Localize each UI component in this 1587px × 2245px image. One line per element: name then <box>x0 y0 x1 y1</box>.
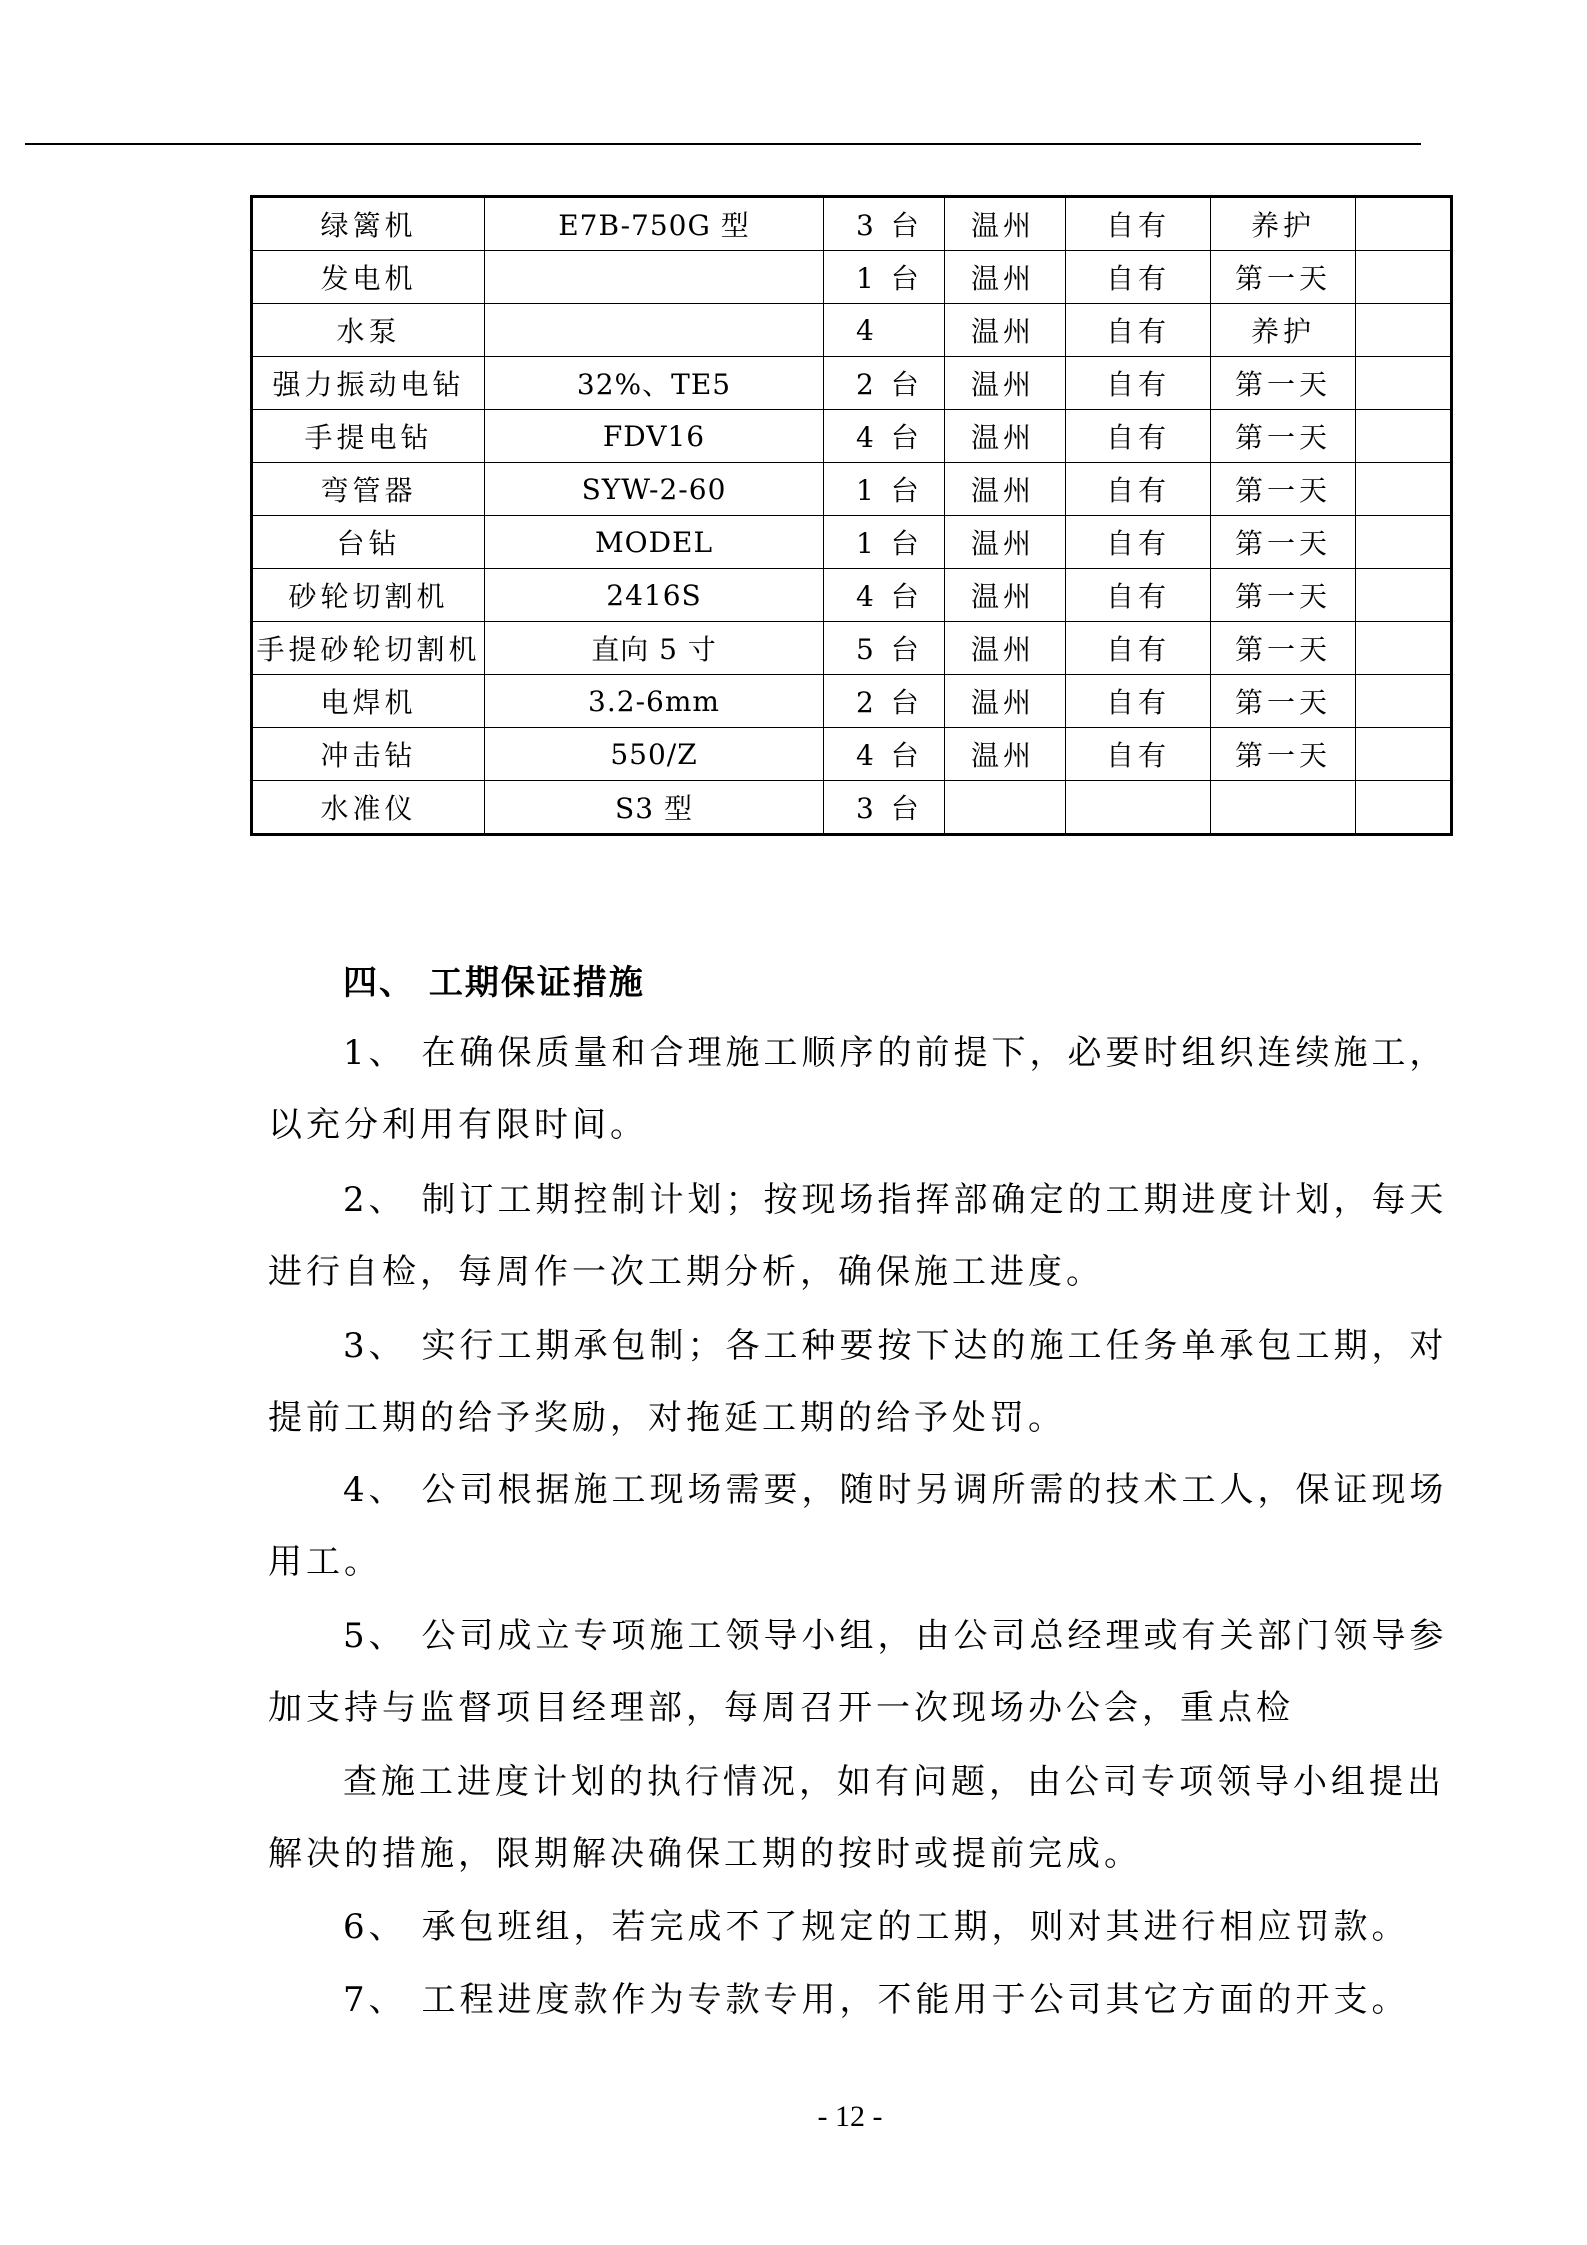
cell-name: 台钻 <box>252 516 485 569</box>
cell-name: 电焊机 <box>252 675 485 728</box>
cell-model: 直向 5 寸 <box>485 622 824 675</box>
cell-qty: 4 台 <box>824 569 945 622</box>
cell-owner: 自有 <box>1066 197 1211 251</box>
measure-line: 2、 制订工期控制计划；按现场指挥部确定的工期进度计划，每天 <box>343 1180 1448 1220</box>
cell-place: 温州 <box>945 728 1066 781</box>
cell-qty: 2 台 <box>824 357 945 410</box>
cell-owner: 自有 <box>1066 569 1211 622</box>
cell-qty: 2 台 <box>824 675 945 728</box>
measure-line: 查施工进度计划的执行情况，如有问题，由公司专项领导小组提出 <box>343 1762 1445 1802</box>
cell-note <box>1356 410 1452 463</box>
cell-note <box>1356 675 1452 728</box>
cell-note <box>1356 781 1452 835</box>
cell-name: 冲击钻 <box>252 728 485 781</box>
cell-time: 第一天 <box>1211 463 1356 516</box>
measure-line-continuation: 加支持与监督项目经理部，每周召开一次现场办公会，重点检 <box>268 1688 1294 1728</box>
measure-line: 1、 在确保质量和合理施工顺序的前提下，必要时组织连续施工， <box>343 1033 1448 1073</box>
cell-note <box>1356 569 1452 622</box>
cell-model <box>485 251 824 304</box>
measure-line-continuation: 提前工期的给予奖励，对拖延工期的给予处罚。 <box>268 1398 1066 1438</box>
cell-owner: 自有 <box>1066 675 1211 728</box>
cell-note <box>1356 463 1452 516</box>
cell-time <box>1211 781 1356 835</box>
cell-owner: 自有 <box>1066 357 1211 410</box>
cell-name: 手提电钻 <box>252 410 485 463</box>
cell-place: 温州 <box>945 357 1066 410</box>
table-row <box>252 410 1452 463</box>
cell-owner: 自有 <box>1066 622 1211 675</box>
cell-model <box>485 304 824 357</box>
measure-line: 6、 承包班组，若完成不了规定的工期，则对其进行相应罚款。 <box>343 1907 1410 1947</box>
table-row <box>252 781 1452 835</box>
cell-note <box>1356 728 1452 781</box>
cell-name: 水准仪 <box>252 781 485 835</box>
cell-place: 温州 <box>945 410 1066 463</box>
cell-owner: 自有 <box>1066 304 1211 357</box>
cell-owner: 自有 <box>1066 728 1211 781</box>
cell-note <box>1356 357 1452 410</box>
cell-name: 水泵 <box>252 304 485 357</box>
cell-qty: 4 台 <box>824 410 945 463</box>
cell-place: 温州 <box>945 463 1066 516</box>
cell-place: 温州 <box>945 622 1066 675</box>
cell-model: 3.2-6mm <box>485 675 824 728</box>
table-row <box>252 569 1452 622</box>
cell-owner: 自有 <box>1066 410 1211 463</box>
cell-qty: 1 台 <box>824 463 945 516</box>
table-row <box>252 728 1452 781</box>
measure-line-continuation: 进行自检，每周作一次工期分析，确保施工进度。 <box>268 1252 1104 1292</box>
section-title: 四、 工期保证措施 <box>343 963 645 1003</box>
cell-place: 温州 <box>945 197 1066 251</box>
cell-model: 550/Z <box>485 728 824 781</box>
table-row <box>252 463 1452 516</box>
cell-note <box>1356 197 1452 251</box>
cell-note <box>1356 251 1452 304</box>
measure-line-continuation: 以充分利用有限时间。 <box>268 1105 648 1145</box>
cell-owner: 自有 <box>1066 516 1211 569</box>
cell-time: 第一天 <box>1211 675 1356 728</box>
cell-note <box>1356 516 1452 569</box>
cell-name: 砂轮切割机 <box>252 569 485 622</box>
cell-owner: 自有 <box>1066 463 1211 516</box>
table-row <box>252 675 1452 728</box>
table-row <box>252 304 1452 357</box>
cell-note <box>1356 622 1452 675</box>
cell-place: 温州 <box>945 675 1066 728</box>
cell-place: 温州 <box>945 251 1066 304</box>
measure-line-continuation: 解决的措施，限期解决确保工期的按时或提前完成。 <box>268 1834 1142 1874</box>
cell-note <box>1356 304 1452 357</box>
cell-qty: 3 台 <box>824 781 945 835</box>
cell-time: 第一天 <box>1211 251 1356 304</box>
cell-time: 第一天 <box>1211 622 1356 675</box>
cell-model: E7B-750G 型 <box>485 197 824 251</box>
cell-model: 32%、TE5 <box>485 357 824 410</box>
cell-name: 强力振动电钻 <box>252 357 485 410</box>
cell-qty: 1 台 <box>824 251 945 304</box>
table-row <box>252 516 1452 569</box>
cell-name: 绿篱机 <box>252 197 485 251</box>
table-row <box>252 251 1452 304</box>
cell-qty: 4 <box>824 304 945 357</box>
cell-time: 养护 <box>1211 197 1356 251</box>
measure-line-continuation: 用工。 <box>268 1542 382 1582</box>
cell-time: 养护 <box>1211 304 1356 357</box>
cell-time: 第一天 <box>1211 357 1356 410</box>
cell-model: S3 型 <box>485 781 824 835</box>
cell-time: 第一天 <box>1211 728 1356 781</box>
cell-model: FDV16 <box>485 410 824 463</box>
cell-qty: 1 台 <box>824 516 945 569</box>
cell-place: 温州 <box>945 304 1066 357</box>
header-rule <box>25 143 1421 145</box>
cell-time: 第一天 <box>1211 516 1356 569</box>
table-row <box>252 357 1452 410</box>
cell-owner <box>1066 781 1211 835</box>
equipment-table-body <box>252 197 1452 835</box>
cell-time: 第一天 <box>1211 569 1356 622</box>
measure-line: 3、 实行工期承包制；各工种要按下达的施工任务单承包工期，对 <box>343 1326 1448 1366</box>
cell-qty: 3 台 <box>824 197 945 251</box>
cell-model: MODEL <box>485 516 824 569</box>
cell-place <box>945 781 1066 835</box>
measure-line: 7、 工程进度款作为专款专用，不能用于公司其它方面的开支。 <box>343 1980 1410 2020</box>
cell-qty: 5 台 <box>824 622 945 675</box>
cell-qty: 4 台 <box>824 728 945 781</box>
measure-line: 5、 公司成立专项施工领导小组，由公司总经理或有关部门领导参 <box>343 1616 1448 1656</box>
cell-place: 温州 <box>945 516 1066 569</box>
cell-name: 弯管器 <box>252 463 485 516</box>
cell-time: 第一天 <box>1211 410 1356 463</box>
cell-owner: 自有 <box>1066 251 1211 304</box>
cell-place: 温州 <box>945 569 1066 622</box>
cell-name: 手提砂轮切割机 <box>252 622 485 675</box>
cell-model: 2416S <box>485 569 824 622</box>
measure-line: 4、 公司根据施工现场需要，随时另调所需的技术工人，保证现场 <box>343 1470 1448 1510</box>
table-row <box>252 622 1452 675</box>
cell-model: SYW-2-60 <box>485 463 824 516</box>
cell-name: 发电机 <box>252 251 485 304</box>
equipment-table <box>250 195 1453 836</box>
table-row <box>252 197 1452 251</box>
page-number: - 12 - <box>817 2100 883 2133</box>
